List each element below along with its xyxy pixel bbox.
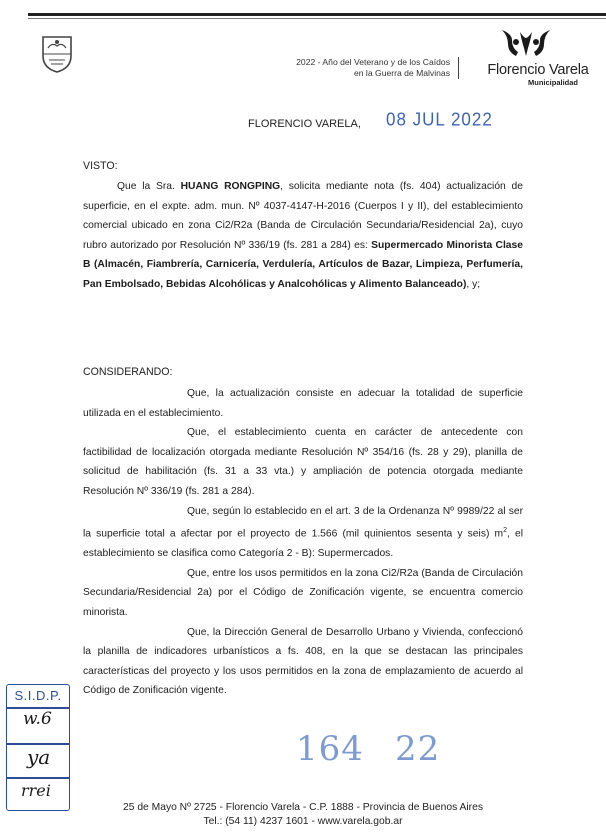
- considerando-p3: [83, 502, 523, 564]
- date-place: FLORENCIO VARELA,: [248, 118, 361, 130]
- considerando-p2: Que, el establecimiento cuenta en carácter de antecedente con factibilidad de localización otorgada mediante Resolución Nº 354/16 (fs. 28 y 29), planilla de solicitud de habilitación (fs. 31 a 33 vta.) y ampliación de potencia otorgada mediante Resolución Nº 336/19 (fs. 281 a 284).: [83, 427, 523, 497]
- applicant-name: HUANG RONGPING: [180, 181, 281, 192]
- handwriting-3: rrei: [21, 781, 51, 800]
- superscript: 2: [503, 527, 507, 535]
- considerando-paragraphs: [83, 384, 523, 701]
- considerando-p3-b: , el establecimiento se clasifica como Categoría 2 - B): Supermercados.: [83, 528, 523, 560]
- handwriting-2: ya: [27, 745, 51, 769]
- authorized-rubro: Supermercado Minorista Clase B (Almacén, Fiambrería, Carnicería, Verdulería, Artículos de Bazar, Limpieza, Perfumería, Pan Embolsado, Bebidas Alcohólicas y Analcohólicas y Alimento Balanceado): [83, 239, 523, 290]
- considerando-p5: Que, la Dirección General de Desarrollo Urbano y Vivienda, confeccionó la planilla de indicadores urbanísticos a fs. 408, en la que se destacan las principales características del proyecto y los usos permitidos en la zona de emplazamiento de acuerdo al Código de Zonificación vigente.: [83, 626, 523, 697]
- visto-text-b: , solicita mediante nota (fs. 404) actualización de superficie, en el expte. adm. mun. Nº 4037-4147-H-2016 (Cuerpos I y II), del establecimiento comercial ubicado en zona Ci2/R2a (Banda de Circulación Secundaria/Residencial 2a), cuyo rubro autorizado por Resolución Nº 336/19 (fs. 281 a 284) es:: [83, 181, 523, 251]
- visto-paragraph: [83, 177, 523, 295]
- top-rule: [28, 13, 606, 16]
- date-stamp: 08 JUL 2022: [386, 109, 493, 130]
- handwriting-1: w.6: [23, 709, 52, 729]
- florencio-varela-logo-icon: [498, 26, 554, 62]
- visto-text-a: Que la Sra.: [117, 181, 181, 192]
- considerando-heading: CONSIDERANDO:: [83, 366, 173, 378]
- visto-heading: VISTO:: [83, 160, 118, 172]
- footer-contact: Tel.: (54 11) 4237 1601 - www.varela.gob.ar: [203, 816, 403, 827]
- logo-name: Florencio Varela: [487, 62, 589, 78]
- year-motto: [250, 57, 450, 79]
- sidp-title: S.I.D.P.: [14, 688, 62, 703]
- visto-text-c: , y;: [466, 278, 481, 290]
- resolution-number-stamp: 164: [296, 729, 364, 769]
- footer-address: 25 de Mayo Nº 2725 - Florencio Varela - C.P. 1888 - Provincia de Buenos Aires: [123, 802, 483, 813]
- considerando-p3-a: Que, según lo establecido en el art. 3 de la Ordenanza Nº 9989/22 al ser la superficie total a afectar por el proyecto de 1.566 (mil quinientos sesenta y seis) m: [83, 505, 523, 540]
- considerando-p1: Que, la actualización consiste en adecuar la totalidad de superficie utilizada en el establecimiento.: [83, 388, 523, 419]
- logo-subtitle: Municipalidad: [528, 78, 579, 87]
- header-separator: [458, 57, 459, 79]
- motto-line-1: 2022 - Año del Veterano y de los Caídos: [296, 57, 450, 67]
- coat-of-arms-icon: [40, 34, 74, 74]
- sidp-line-3: [7, 777, 69, 779]
- considerando-p4: Que, entre los usos permitidos en la zona Ci2/R2a (Banda de Circulación Secundaria/Residencial 2a) por el Código de Zonificación vigente, se encuentra comercio minorista.: [83, 567, 523, 618]
- sidp-stamp: [6, 684, 70, 811]
- top-rule-thin: [28, 18, 606, 19]
- motto-line-2: en la Guerra de Malvinas: [353, 68, 450, 78]
- resolution-year-stamp: 22: [395, 729, 441, 769]
